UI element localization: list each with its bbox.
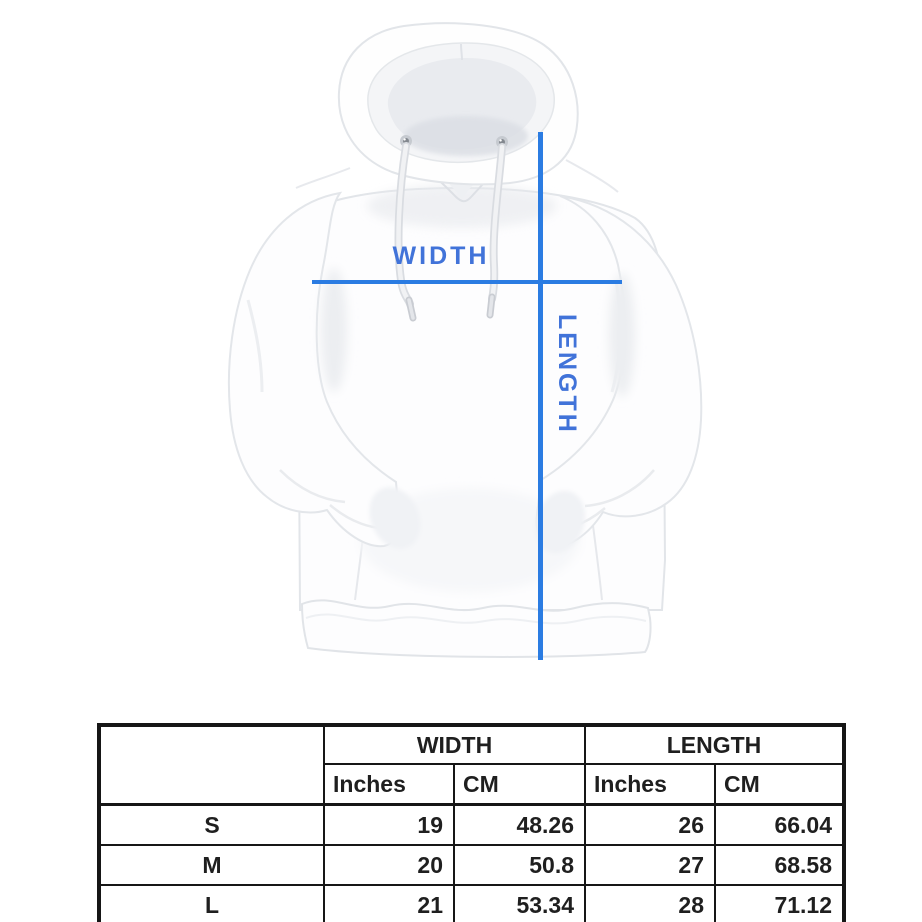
table-row-s	[99, 805, 844, 846]
width-cm-cell: 50.8	[454, 845, 585, 885]
width-cm-header: CM	[454, 764, 585, 805]
width-label: WIDTH	[392, 242, 490, 270]
length-group-header: LENGTH	[585, 725, 844, 764]
width-cm-cell: 53.34	[454, 885, 585, 922]
width-inches-cell: 19	[324, 805, 454, 846]
table-header-group-row	[99, 725, 844, 764]
length-measure-line	[538, 132, 543, 660]
length-label: LENGTH	[553, 314, 581, 435]
raglan-seam-right	[566, 160, 618, 192]
hoodie-waistband	[302, 600, 651, 657]
width-inches-header: Inches	[324, 764, 454, 805]
length-cm-cell: 68.58	[715, 845, 844, 885]
table-row-l	[99, 885, 844, 922]
left-underarm-shadow	[321, 268, 347, 392]
size-cell: S	[99, 805, 324, 846]
length-cm-header: CM	[715, 764, 844, 805]
size-column-header-empty	[99, 725, 324, 805]
right-underarm-shadow	[609, 273, 635, 397]
length-inches-cell: 27	[585, 845, 715, 885]
length-inches-header: Inches	[585, 764, 715, 805]
length-inches-cell: 28	[585, 885, 715, 922]
size-cell: M	[99, 845, 324, 885]
length-cm-cell: 71.12	[715, 885, 844, 922]
width-inches-cell: 20	[324, 845, 454, 885]
width-cm-cell: 48.26	[454, 805, 585, 846]
width-measure-line	[312, 280, 622, 284]
length-cm-cell: 66.04	[715, 805, 844, 846]
width-inches-cell: 21	[324, 885, 454, 922]
raglan-seam-left	[296, 168, 350, 188]
table-row-m	[99, 845, 844, 885]
width-group-header: WIDTH	[324, 725, 585, 764]
length-inches-cell: 26	[585, 805, 715, 846]
size-table	[97, 723, 846, 922]
size-cell: L	[99, 885, 324, 922]
